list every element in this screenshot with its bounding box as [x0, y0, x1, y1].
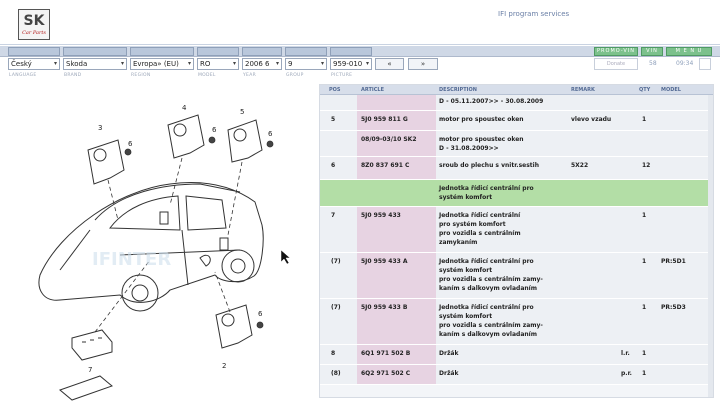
- cell-qty: 1: [642, 350, 647, 357]
- donate-button[interactable]: Donate: [594, 58, 638, 70]
- menu-button[interactable]: M E N U: [666, 47, 712, 56]
- header-model[interactable]: MODEL: [661, 87, 681, 93]
- callout-3: 3: [98, 124, 103, 132]
- clock: 09:34: [676, 60, 694, 67]
- table-scrollbar[interactable]: [708, 95, 713, 398]
- chevron-down-icon: ▾: [53, 60, 57, 67]
- cell-description: Jednotka řídicí centrální: [439, 212, 521, 219]
- group-select[interactable]: [285, 58, 327, 70]
- language-label: LANGUAGE: [9, 73, 37, 78]
- cell-description: pro vozidla s centrálním: [439, 230, 521, 237]
- window-motor-3: [88, 140, 124, 184]
- cell-description: systém komfort: [439, 313, 493, 320]
- cell-remark: 5X22: [571, 162, 589, 169]
- nav-slot-model[interactable]: [197, 47, 239, 56]
- window-motor-5: [228, 120, 262, 162]
- callout-2: 2: [222, 362, 227, 370]
- rear-wheel: [222, 250, 254, 282]
- next-picture-button[interactable]: »: [408, 58, 438, 70]
- table-row[interactable]: [320, 180, 713, 207]
- cell-qty: 1: [642, 304, 647, 311]
- cell-description: D - 05.11.2007>> - 30.08.2009: [439, 98, 544, 105]
- cell-article: 8Z0 837 691 C: [361, 162, 410, 169]
- item-count: 58: [649, 60, 657, 67]
- cell-description: kaním s dalkovym ovladaním: [439, 331, 537, 338]
- motor-3-gear: [94, 149, 106, 161]
- screw-6a: [125, 149, 131, 155]
- cell-description: pro systém komfort: [439, 221, 506, 228]
- cell-pos: (8): [331, 370, 341, 377]
- table-header: [320, 85, 713, 95]
- callout-7: 7: [88, 366, 93, 374]
- window-motor-4: [168, 115, 204, 158]
- cell-description: Držák: [439, 370, 459, 377]
- callout-6d: 6: [258, 310, 263, 318]
- leader-4: [170, 158, 182, 205]
- callout-6b: 6: [212, 126, 217, 134]
- cell-description: D - 31.08.2009>>: [439, 145, 499, 152]
- language-select[interactable]: [8, 58, 60, 70]
- cell-article: 08/09-03/10 SK2: [361, 136, 417, 143]
- cell-description: Jednotka řídicí centrální pro: [439, 185, 534, 192]
- table-row[interactable]: [320, 131, 713, 157]
- header-description[interactable]: DESCRIPTION: [439, 87, 477, 93]
- cell-pos: 8: [331, 350, 336, 357]
- screw-6d: [257, 322, 263, 328]
- chevron-down-icon: ▾: [120, 60, 124, 67]
- brand-label: BRAND: [64, 73, 82, 78]
- cell-description: Držák: [439, 350, 459, 357]
- table-row[interactable]: [320, 111, 713, 131]
- vin-button[interactable]: VIN: [641, 47, 663, 56]
- table-row[interactable]: [320, 157, 713, 180]
- screw-6c: [267, 141, 273, 147]
- cell-description: motor pro spoustec oken: [439, 136, 524, 143]
- table-row[interactable]: [320, 207, 713, 253]
- cell-article: 5J0 959 811 G: [361, 116, 408, 123]
- cell-qty: 1: [642, 116, 647, 123]
- brand-select[interactable]: [63, 58, 127, 70]
- nav-button-strip: [0, 46, 720, 57]
- cell-description: systém komfort: [439, 194, 493, 201]
- table-row[interactable]: [320, 95, 713, 111]
- cell-model: PR:5D1: [661, 258, 686, 265]
- nav-slot-group[interactable]: [285, 47, 327, 56]
- nav-slot-language[interactable]: [8, 47, 60, 56]
- cell-article: 5J0 959 433 B: [361, 304, 408, 311]
- cell-description: zamykaním: [439, 239, 478, 246]
- cell-description: motor pro spoustec oken: [439, 116, 524, 123]
- table-row[interactable]: [320, 345, 713, 365]
- watermark: IFINTER: [92, 249, 172, 270]
- region-label: REGION: [131, 73, 151, 78]
- cell-side: p.r.: [621, 370, 632, 377]
- chevron-down-icon: ▾: [187, 60, 191, 67]
- cell-article: 5J0 959 433: [361, 212, 401, 219]
- table-row[interactable]: [320, 365, 713, 385]
- header-qty[interactable]: QTY: [639, 87, 651, 93]
- cell-pos: (7): [331, 258, 341, 265]
- year-value: 2006 6: [245, 60, 270, 68]
- nav-slot-picture[interactable]: [330, 47, 372, 56]
- cell-description: systém komfort: [439, 267, 493, 274]
- cell-description: Jednotka řídicí centrální pro: [439, 304, 534, 311]
- brand-value: Skoda: [66, 60, 88, 68]
- cell-qty: 1: [642, 370, 647, 377]
- motor-lower-gear: [222, 314, 234, 326]
- cell-article: 6Q1 971 502 B: [361, 350, 411, 357]
- nav-slot-brand[interactable]: [63, 47, 127, 56]
- front-door-marker: [200, 255, 210, 266]
- picture-value: 959-010: [333, 60, 363, 68]
- model-value: RO: [200, 60, 211, 68]
- front-wheel: [122, 275, 158, 311]
- cell-qty: 1: [642, 212, 647, 219]
- car-windshield: [60, 230, 90, 270]
- cell-qty: 1: [642, 258, 647, 265]
- cell-pos: 7: [331, 212, 336, 219]
- article-column-bg: [357, 95, 436, 110]
- group-value: 9: [288, 60, 293, 68]
- callout-6a: 6: [128, 140, 133, 148]
- header-remark[interactable]: REMARK: [571, 87, 595, 93]
- chevron-down-icon: ▾: [320, 60, 324, 67]
- cell-description: pro vozidla s centrálním zamy-: [439, 276, 543, 283]
- model-label: MODEL: [198, 73, 216, 78]
- year-select[interactable]: [242, 58, 282, 70]
- logo-subtext: Car Parts: [22, 30, 46, 36]
- motor-4-gear: [174, 124, 186, 136]
- table-row[interactable]: [320, 253, 713, 299]
- bracket-8: [60, 376, 112, 400]
- group-label: GROUP: [286, 73, 304, 78]
- cell-remark: vlevo vzadu: [571, 116, 612, 123]
- nav-slot-region[interactable]: [130, 47, 194, 56]
- callout-4: 4: [182, 104, 187, 112]
- parts-table: [319, 84, 714, 398]
- chevron-down-icon: ▾: [365, 60, 369, 67]
- cell-side: l.r.: [621, 350, 630, 357]
- chevron-down-icon: ▾: [232, 60, 236, 67]
- nav-slot-year[interactable]: [242, 47, 282, 56]
- year-label: YEAR: [243, 73, 256, 78]
- cell-pos: 6: [331, 162, 336, 169]
- model-select[interactable]: [197, 58, 239, 70]
- mouse-cursor-icon: [281, 250, 290, 264]
- region-value: Evropa» (EU): [133, 60, 179, 68]
- prev-picture-button[interactable]: «: [375, 58, 404, 70]
- cell-description: kaním s dalkovym ovladaním: [439, 285, 537, 292]
- cell-pos: (7): [331, 304, 341, 311]
- picture-label: PICTURE: [331, 73, 353, 78]
- control-unit-connectors: [82, 338, 102, 342]
- cell-description: Jednotka řídicí centrální pro: [439, 258, 534, 265]
- front-wheel-hub: [132, 285, 148, 301]
- cell-article: 6Q2 971 502 C: [361, 370, 411, 377]
- cell-qty: 12: [642, 162, 651, 169]
- callout-6c: 6: [268, 130, 273, 138]
- cell-description: pro vozidla s centrálním zamy-: [439, 322, 543, 329]
- parts-diagram[interactable]: [0, 80, 316, 404]
- header-article[interactable]: ARTICLE: [361, 87, 385, 93]
- picture-select[interactable]: [330, 58, 372, 70]
- parts-diagram-drawing: [0, 80, 316, 404]
- chevron-down-icon: ▾: [275, 60, 279, 67]
- motor-5-gear: [234, 129, 246, 141]
- leader-3: [108, 180, 118, 220]
- logo-text: SK: [23, 13, 45, 29]
- callout-5: 5: [240, 108, 245, 116]
- top-header: [0, 0, 720, 45]
- language-value: Český: [11, 60, 32, 68]
- cell-pos: 5: [331, 116, 336, 123]
- table-row[interactable]: [320, 299, 713, 345]
- window-motor-lower: [216, 305, 252, 348]
- region-select[interactable]: [130, 58, 194, 70]
- options-box[interactable]: [699, 58, 711, 70]
- header-pos[interactable]: POS: [329, 87, 341, 93]
- services-link[interactable]: IFI program services: [498, 10, 570, 18]
- control-unit-7: [72, 330, 112, 360]
- cell-description: sroub do plechu s vnitr.sestih: [439, 162, 539, 169]
- screw-6b: [209, 137, 215, 143]
- cell-article: 5J0 959 433 A: [361, 258, 408, 265]
- rear-wheel-hub: [231, 259, 245, 273]
- promo-vin-button[interactable]: PROMO-VIN: [594, 47, 638, 56]
- cell-model: PR:5D3: [661, 304, 686, 311]
- door-panel-marker: [160, 212, 228, 250]
- brand-logo[interactable]: [18, 9, 50, 40]
- leader-5: [228, 162, 242, 235]
